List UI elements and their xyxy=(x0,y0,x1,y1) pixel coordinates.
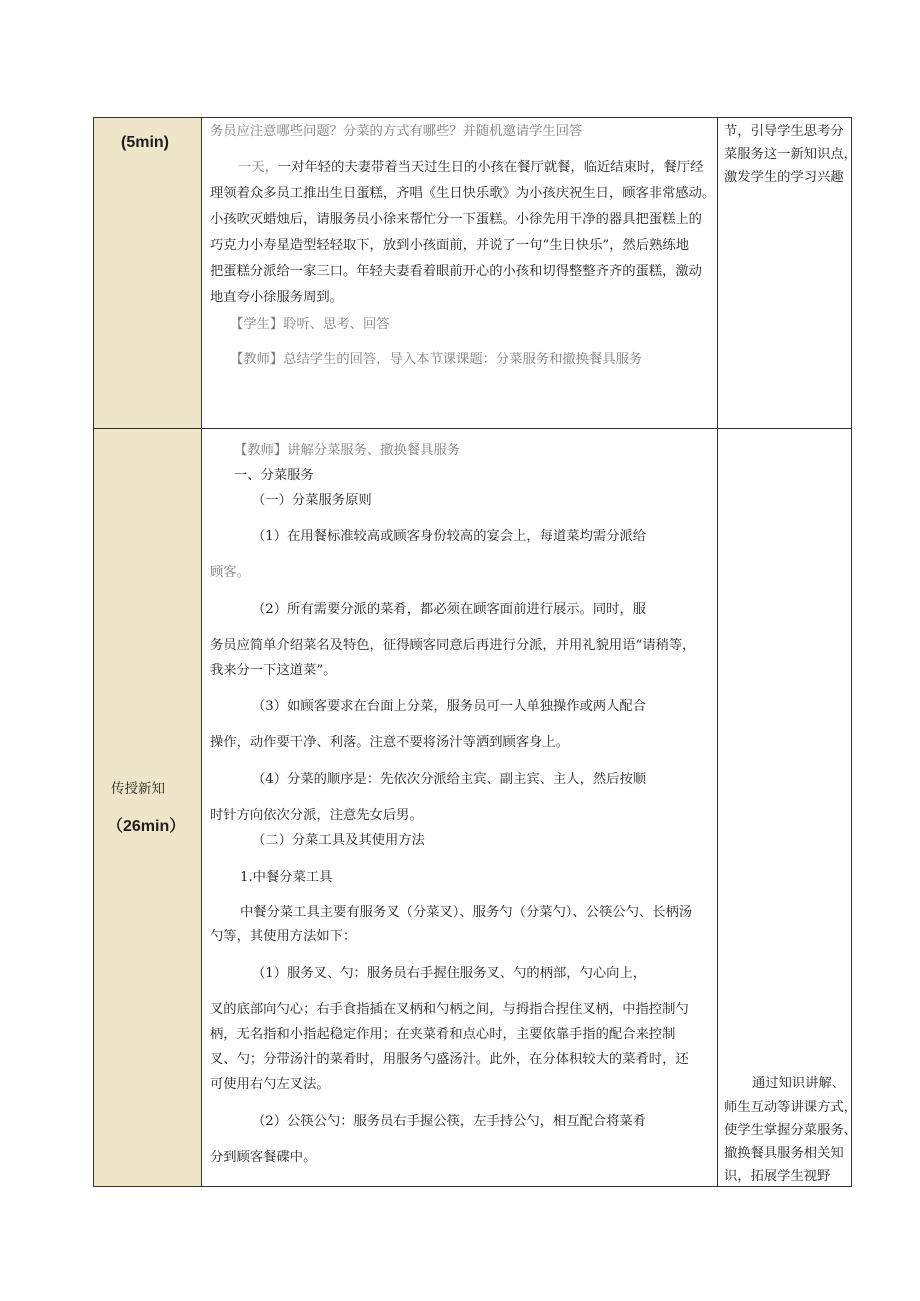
story-line: 理领着众多员工推出生日蛋糕，齐唱《生日快乐歌》为小孩庆祝生日，顾客非常感动。 xyxy=(210,186,716,201)
paragraph-line: （1）在用餐标准较高或顾客身份较高的宴会上，每道菜均需分派给 xyxy=(252,529,647,544)
design-text: 通过知识讲解、 xyxy=(752,1076,846,1091)
story-line: 一天，一对年轻的夫妻带着当天过生日的小孩在餐厅就餐，临近结束时，餐厅经 xyxy=(238,160,704,175)
paragraph-line: （4）分菜的顺序是：先依次分派给主宾、副主宾、主人，然后按顺 xyxy=(252,772,647,787)
teacher-activity: 【教师】总结学生的回答，导入本节课课题：分菜服务和撤换餐具服务 xyxy=(230,352,643,367)
stage-time: （26min） xyxy=(107,818,186,835)
design-text: 菜服务这一新知识点， xyxy=(724,147,857,162)
paragraph-line: 顾客。 xyxy=(210,565,250,580)
lesson-plan-table xyxy=(93,117,857,1187)
paragraph-line: 柄，无名指和小指起稳定作用；在夹菜肴和点心时，主要依靠手指的配合来控制 xyxy=(210,1027,676,1042)
paragraph-line: 操作，动作要干净、利落。注意不要将汤汁等洒到顾客身上。 xyxy=(210,735,570,750)
design-text: 激发学生的学习兴趣 xyxy=(724,170,844,185)
story-line: 小孩吹灭蜡烛后，请服务员小徐来帮忙分一下蛋糕。小徐先用干净的器具把蛋糕上的 xyxy=(210,212,702,227)
paragraph-line: （1）服务叉、勺：服务员右手握住服务叉、勺的柄部，勺心向上， xyxy=(252,966,647,981)
design-text: 使学生掌握分菜服务、 xyxy=(724,1123,857,1138)
paragraph-line: 务员应简单介绍菜名及特色，征得顾客同意后再进行分派，并用礼貌用语“请稍等， xyxy=(210,638,696,653)
stage-name: 传授新知 xyxy=(111,781,165,797)
heading-3: 1.中餐分菜工具 xyxy=(240,870,333,885)
heading-2: （一）分菜服务原则 xyxy=(252,493,372,508)
design-text: 师生互动等讲课方式， xyxy=(724,1100,857,1115)
table-row xyxy=(94,118,852,429)
design-text: 撤换餐具服务相关知 xyxy=(724,1146,844,1161)
paragraph-line: 中餐分菜工具主要有服务叉（分菜叉）、服务勺（分菜勺）、公筷公勺、长柄汤 xyxy=(240,905,693,920)
content-cell xyxy=(202,429,718,1187)
heading-2: （二）分菜工具及其使用方法 xyxy=(252,833,425,848)
intro-question: 务员应注意哪些问题？分菜的方式有哪些？并随机邀请学生回答 xyxy=(210,124,583,139)
paragraph-line: 叉的底部向勺心；右手食指插在叉柄和勺柄之间，与拇指合捏住叉柄，中指控制勺 xyxy=(210,1002,689,1017)
table-row xyxy=(94,429,852,1187)
design-text: 识，拓展学生视野 xyxy=(724,1169,831,1184)
stage-cell xyxy=(94,118,202,429)
paragraph-line: （3）如顾客要求在台面上分菜，服务员可一人单独操作或两人配合 xyxy=(252,699,647,714)
paragraph-line: 可使用右勺左叉法。 xyxy=(210,1077,330,1092)
paragraph-line: （2）公筷公勺：服务员右手握公筷，左手持公勺，相互配合将菜肴 xyxy=(252,1114,647,1129)
heading-1: 一、分菜服务 xyxy=(234,468,314,483)
story-line: 把蛋糕分派给一家三口。年轻夫妻看着眼前开心的小孩和切得整整齐齐的蛋糕，激动 xyxy=(210,264,702,279)
paragraph-line: 分到顾客餐碟中。 xyxy=(210,1150,317,1165)
story-line: 巧克力小寿星造型轻轻取下，放到小孩面前，并说了一句“生日快乐”，然后熟练地 xyxy=(210,238,689,253)
student-activity: 【学生】聆听、思考、回答 xyxy=(230,317,390,332)
design-text: 节，引导学生思考分 xyxy=(724,124,844,139)
content-cell xyxy=(202,118,718,429)
paragraph-line: 时针方向依次分派，注意先女后男。 xyxy=(210,808,423,823)
story-line: 地直夸小徐服务周到。 xyxy=(210,290,343,305)
teacher-activity: 【教师】讲解分菜服务、撤换餐具服务 xyxy=(234,443,461,458)
paragraph-line: 叉、勺；分带汤汁的菜肴时，用服务勺盛汤汁。此外，在分体积较大的菜肴时，还 xyxy=(210,1052,689,1067)
design-cell xyxy=(718,429,857,1187)
design-cell xyxy=(718,118,857,429)
paragraph-line: （2）所有需要分派的菜肴，都必须在顾客面前进行展示。同时，服 xyxy=(252,602,647,617)
paragraph-line: 我来分一下这道菜”。 xyxy=(210,663,337,678)
stage-time: (5min) xyxy=(121,134,169,151)
paragraph-line: 勺等，其使用方法如下： xyxy=(210,929,357,944)
stage-cell xyxy=(94,429,202,1187)
